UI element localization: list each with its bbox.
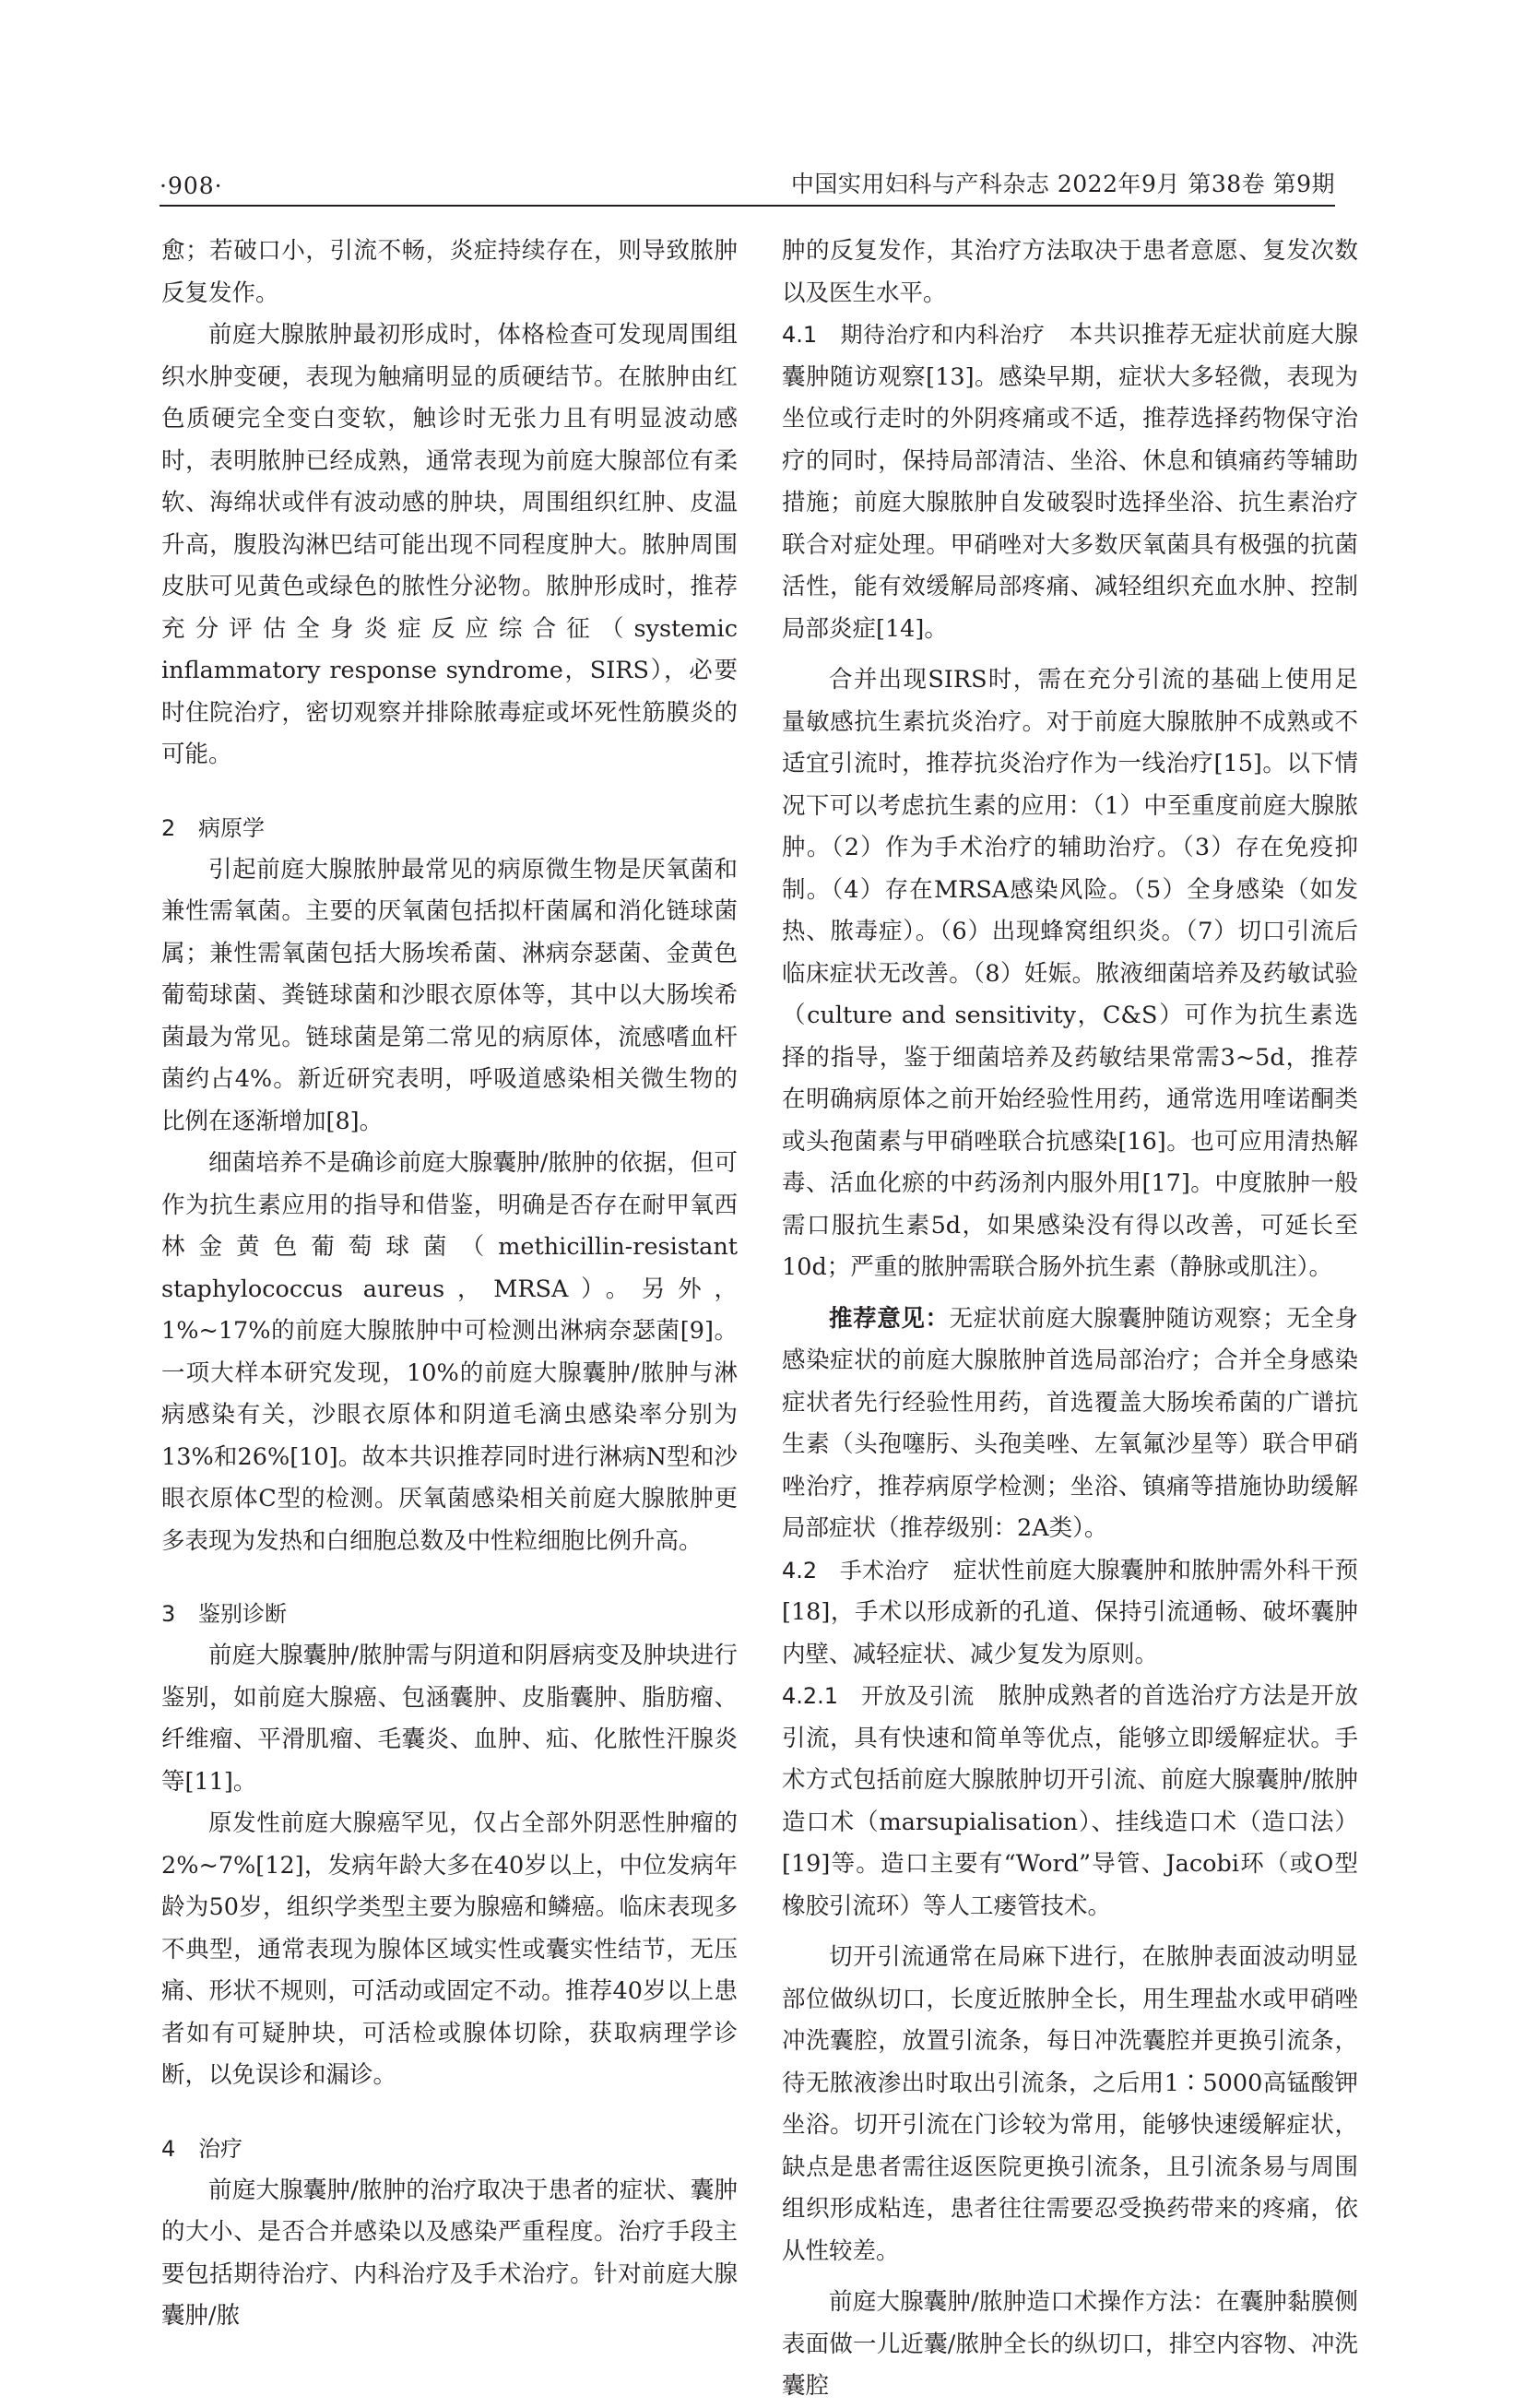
paragraph: 前庭大腺脓肿最初形成时，体格检查可发现周围组织水肿变硬，表现为触痛明显的质硬结节。在脓肿由红色质硬完全变白变软，触诊时无张力且有明显波动感时，表明脓肿已经成熟，通常表现为前庭大腺部位有柔软、海绵状或伴有波动感的肿块，周围组织红肿、皮温升高，腹股沟淋巴结可能出现不同程度肿大。脓肿周围皮肤可见黄色或绿色的脓性分泌物。脓肿形成时，推荐充分评估全身炎症反应综合征（systemic inflammatory response syndrome，SIRS），必要时住院治疗，密切观察并排除脓毒症或坏死性筋膜炎的可能。 xyxy=(161,321,738,768)
running-header xyxy=(160,166,1335,207)
right-column xyxy=(782,231,1358,2408)
subsection-text: 症状性前庭大腺囊肿和脓肿需外科干预[18]，手术以形成新的孔道、保持引流通畅、破坏囊肿内壁、减轻症状、减少复发为原则。 xyxy=(782,1556,1358,1668)
paragraph: 引起前庭大腺脓肿最常见的病原微生物是厌氧菌和兼性需氧菌。主要的厌氧菌包括拟杆菌属和消化链球菌属；兼性需氧菌包括大肠埃希菌、淋病奈瑟菌、金黄色葡萄球菌、粪链球菌和沙眼衣原体等，其中以大肠埃希菌最为常见。链球菌是第二常见的病原体，流感嗜血杆菌约占4%。新近研究表明，呼吸道感染相关微生物的比例在逐渐增加[8]。 xyxy=(161,855,738,1135)
paragraph: 前庭大腺囊肿/脓肿造口术操作方法：在囊肿黏膜侧表面做一儿近囊/脓肿全长的纵切口，排空内容物、冲洗囊腔 xyxy=(782,2288,1358,2400)
section-title: 鉴别诊断 xyxy=(198,1601,287,1627)
subsection-text: 脓肿成熟者的首选治疗方法是开放引流，具有快速和简单等优点，能够立即缓解症状。手术方式包括前庭大腺脓肿切开引流、前庭大腺囊肿/脓肿造口术（marsupialisation）、挂线造口术（造口法）[19]等。造口主要有“Word”导管、Jacobi环（或O型橡胶引流环）等人工瘘管技术。 xyxy=(782,1682,1358,1920)
page-number: ·908· xyxy=(160,172,223,199)
recommendation xyxy=(782,1299,1358,1550)
section-number: 3 xyxy=(161,1601,176,1627)
paragraph: 原发性前庭大腺癌罕见，仅占全部外阴恶性肿瘤的2%~7%[12]，发病年龄大多在40岁以上，中位发病年龄为50岁，组织学类型主要为腺癌和鳞癌。临床表现多不典型，通常表现为腺体区域实性或囊实性结节，无压痛、形状不规则，可活动或固定不动。推荐40岁以上患者如有可疑肿块，可活检或腺体切除，获取病理学诊断，以免误诊和漏诊。 xyxy=(161,1809,738,2089)
section-title: 病原学 xyxy=(198,814,265,841)
subsection-heading: 4.2 手术治疗 xyxy=(782,1557,930,1584)
subsection-heading: 4.1 期待治疗和内科治疗 xyxy=(782,322,1046,348)
left-column xyxy=(161,231,738,2338)
recommendation-label: 推荐意见： xyxy=(829,1304,950,1333)
section-heading-4 xyxy=(161,2129,738,2170)
section-number: 2 xyxy=(161,814,176,841)
paragraph: 愈；若破口小，引流不畅，炎症持续存在，则导致脓肿反复发作。 xyxy=(161,237,738,307)
subsection-heading: 4.2.1 开放及引流 xyxy=(782,1683,975,1709)
subsection-4-2-1 xyxy=(782,1676,1358,1928)
subsection-4-2 xyxy=(782,1550,1358,1677)
paragraph: 前庭大腺囊肿/脓肿的治疗取决于患者的症状、囊肿的大小、是否合并感染以及感染严重程度。治疗手段主要包括期待治疗、内科治疗及手术治疗。针对前庭大腺囊肿/脓 xyxy=(161,2176,738,2330)
paragraph: 合并出现SIRS时，需在充分引流的基础上使用足量敏感抗生素抗炎治疗。对于前庭大腺脓肿不成熟或不适宜引流时，推荐抗炎治疗作为一线治疗[15]。以下情况下可以考虑抗生素的应用：（1）中至重度前庭大腺脓肿。（2）作为手术治疗的辅助治疗。（3）存在免疫抑制。（4）存在MRSA感染风险。（5）全身感染（如发热、脓毒症）。（6）出现蜂窝组织炎。（7）切口引流后临床症状无改善。（8）妊娠。脓液细菌培养及药敏试验（culture and sensitivity，C&S）可作为抗生素选择的指导，鉴于细菌培养及药敏结果常需3~5d，推荐在明确病原体之前开始经验性用药，通常选用喹诺酮类或头孢菌素与甲硝唑联合抗感染[16]。也可应用清热解毒、活血化瘀的中药汤剂内服外用[17]。中度脓肿一般需口服抗生素5d，如果感染没有得以改善，可延长至10d；严重的脓肿需联合肠外抗生素（静脉或肌注）。 xyxy=(782,666,1358,1281)
paragraph: 细菌培养不是确诊前庭大腺囊肿/脓肿的依据，但可作为抗生素应用的指导和借鉴，明确是否存在耐甲氧西林金黄色葡萄球菌（methicillin-resistant staphylococcus aureus，MRSA）。另外，1%~17%的前庭大腺脓肿中可检测出淋病奈瑟菌[9]。一项大样本研究发现，10%的前庭大腺囊肿/脓肿与淋病感染有关，沙眼衣原体和阴道毛滴虫感染率分别为13%和26%[10]。故本共识推荐同时进行淋病N型和沙眼衣原体C型的检测。厌氧菌感染相关前庭大腺脓肿更多表现为发热和白细胞总数及中性粒细胞比例升高。 xyxy=(161,1149,738,1555)
paragraph: 肿的反复发作，其治疗方法取决于患者意愿、复发次数以及医生水平。 xyxy=(782,237,1358,307)
subsection-text: 本共识推荐无症状前庭大腺囊肿随访观察[13]。感染早期，症状大多轻微，表现为坐位或行走时的外阴疼痛或不适，推荐选择药物保守治疗的同时，保持局部清洁、坐浴、休息和镇痛药等辅助措施；前庭大腺脓肿自发破裂时选择坐浴、抗生素治疗联合对症处理。甲硝唑对大多数厌氧菌具有极强的抗菌活性，能有效缓解局部疼痛、减轻组织充血水肿、控制局部炎症[14]。 xyxy=(782,321,1358,643)
journal-citation: 中国实用妇科与产科杂志 2022年9月 第38卷 第9期 xyxy=(790,171,1335,197)
subsection-4-1 xyxy=(782,314,1358,650)
section-number: 4 xyxy=(161,2135,176,2162)
paragraph: 切开引流通常在局麻下进行，在脓肿表面波动明显部位做纵切口，长度近脓肿全长，用生理盐水或甲硝唑冲洗囊腔，放置引流条，每日冲洗囊腔并更换引流条，待无脓液渗出时取出引流条，之后用1∶5000高锰酸钾坐浴。切开引流在门诊较为常用，能够快速缓解症状，缺点是患者需往返医院更换引流条，且引流条易与周围组织形成粘连，患者往往需要忍受换药带来的疼痛，依从性较差。 xyxy=(782,1943,1358,2265)
section-title: 治疗 xyxy=(198,2135,242,2162)
recommendation-text: 无症状前庭大腺囊肿随访观察；无全身感染症状的前庭大腺脓肿首选局部治疗；合并全身感染症状者先行经验性用药，首选覆盖大肠埃希菌的广谱抗生素（头孢噻肟、头孢美唑、左氧氟沙星等）联合甲硝唑治疗，推荐病原学检测；坐浴、镇痛等措施协助缓解局部症状（推荐级别：2A类）。 xyxy=(782,1304,1358,1542)
section-heading-3 xyxy=(161,1594,738,1635)
paragraph: 前庭大腺囊肿/脓肿需与阴道和阴唇病变及肿块进行鉴别，如前庭大腺癌、包涵囊肿、皮脂囊肿、脂肪瘤、纤维瘤、平滑肌瘤、毛囊炎、血肿、疝、化脓性汗腺炎等[11]。 xyxy=(161,1642,738,1796)
section-heading-2 xyxy=(161,808,738,849)
